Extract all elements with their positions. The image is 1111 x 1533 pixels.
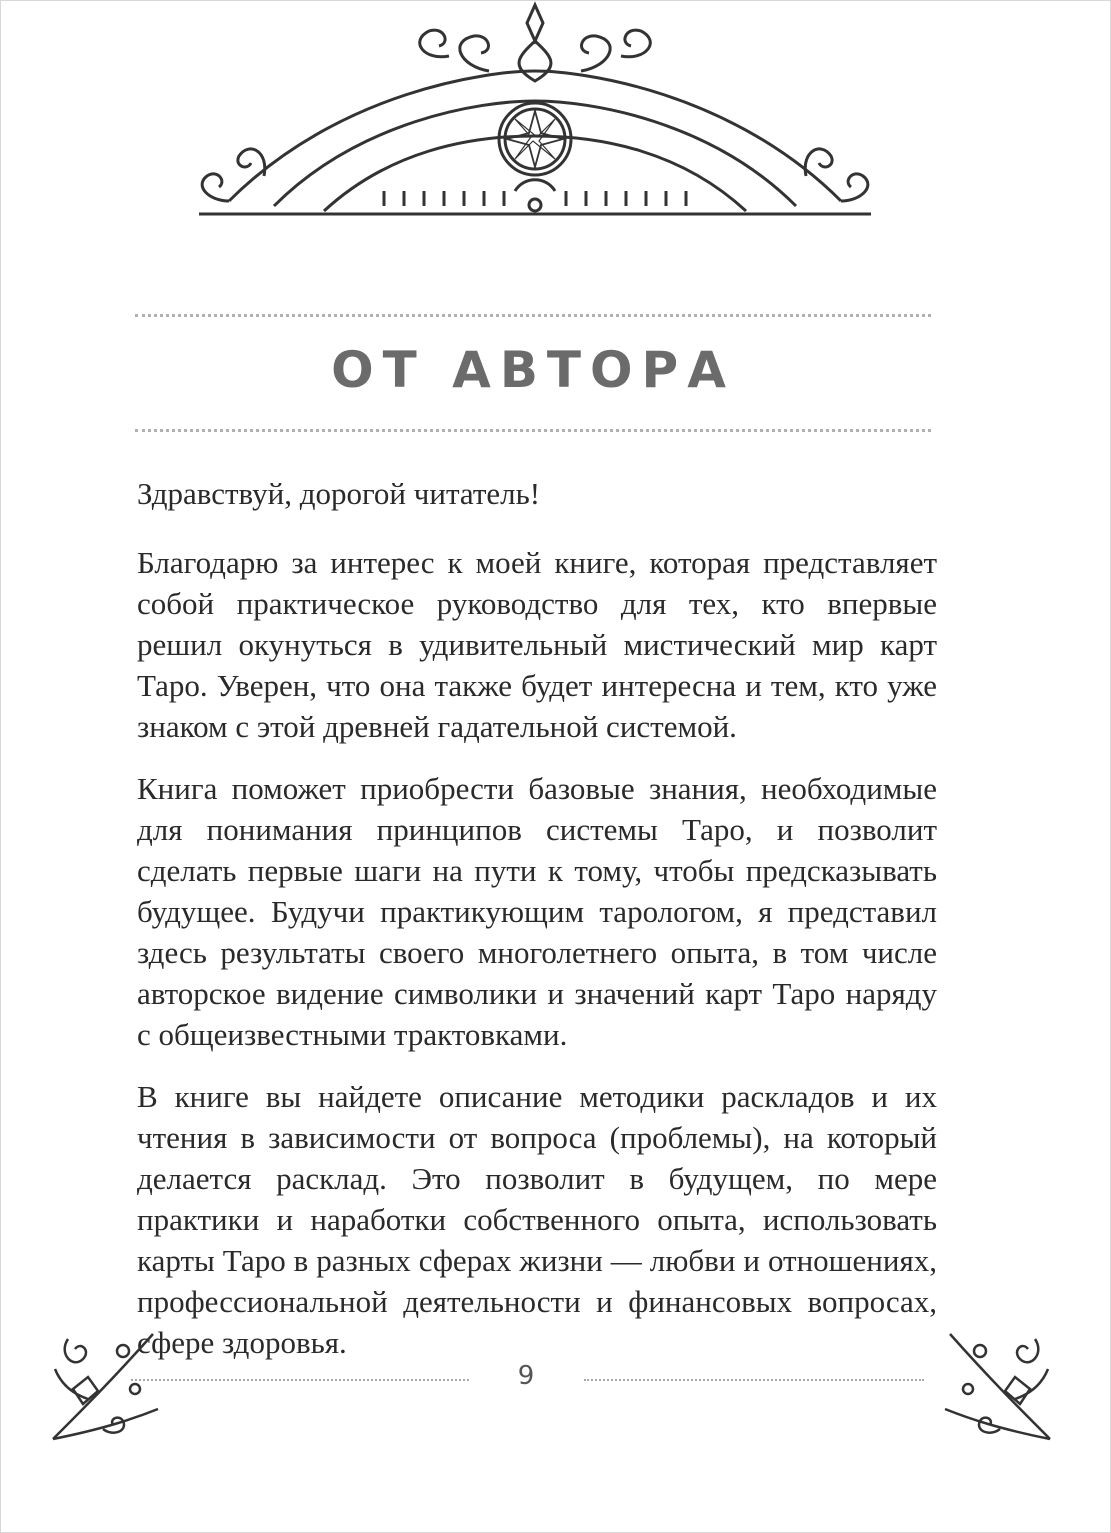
- paragraph: Благодарю за интерес к моей книге, которая представляет собой практическое руководство для тех, кто впервые решил окунуться в удивительный мистический мир карт Таро. Уверен, что она также будет интересна и тем, кто уже знаком с этой древней гадательной системой.: [137, 545, 937, 744]
- corner-ornament-right: [940, 1319, 1060, 1449]
- footer-dots-right: [584, 1379, 924, 1381]
- dotted-divider-top: [135, 314, 931, 317]
- paragraph: Книга поможет приобрести базовые знания, необходимые для понимания принципов системы Таро, и позволит сделать первые шаги на пути к тому, чтобы предсказывать будущее. Будучи практикующим тарологом, я представил здесь результаты своего многолетнего опыта, в том числе авторское видение символики и значений карт Таро наряду с общеизвестными трактовками.: [137, 771, 937, 1052]
- paragraph: В книге вы найдете описание методики раскладов и их чтения в зависимости от вопроса (проблемы), на который делается расклад. Это позволит в будущем, по мере практики и наработки собственного опыта, использовать карты Таро в разных сферах жизни — любви и отношениях, профессиональной деятельности и финансовых вопросах, сфере здоровья.: [137, 1079, 937, 1360]
- page-number: 9: [517, 1361, 535, 1391]
- body-text: [137, 473, 937, 1384]
- top-arch-ornament: [189, 1, 881, 226]
- footer-dots-left: [131, 1379, 469, 1381]
- corner-ornament-left: [43, 1319, 163, 1449]
- dotted-divider-bottom: [135, 429, 931, 432]
- chapter-heading: ОТ АВТОРА: [331, 341, 735, 399]
- paragraph-greeting: Здравствуй, дорогой читатель!: [137, 476, 541, 511]
